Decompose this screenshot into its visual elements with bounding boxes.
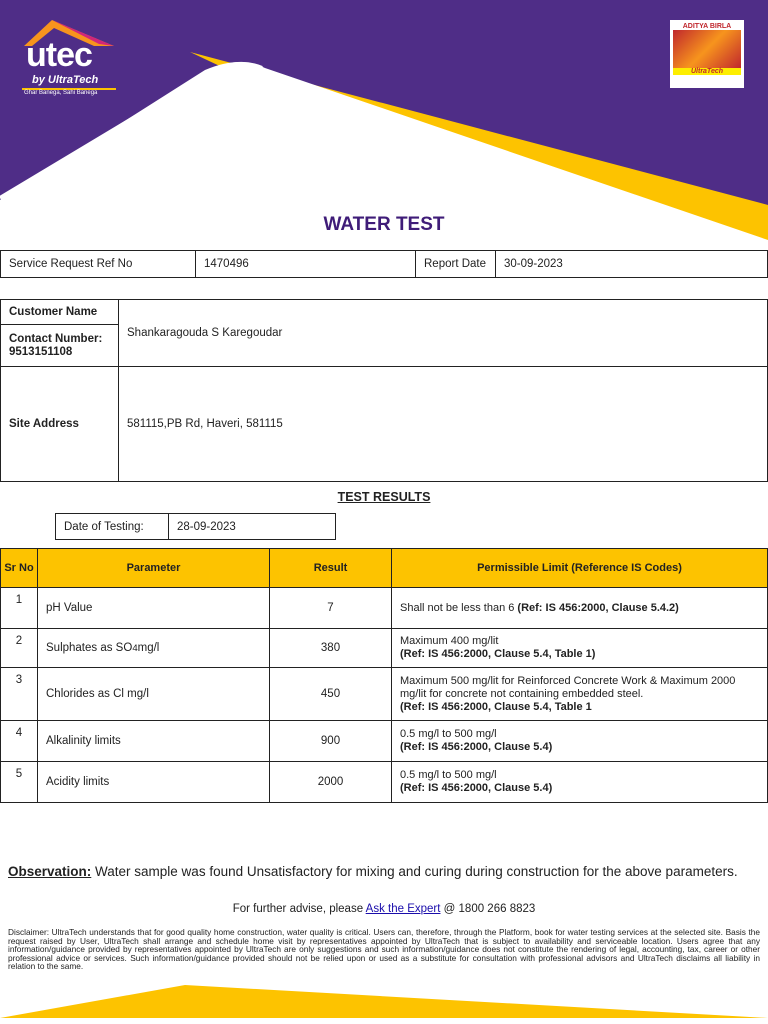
row-result: 7	[269, 587, 392, 629]
row-limit: 0.5 mg/l to 500 mg/l (Ref: IS 456:2000, Clause 5.4)	[391, 761, 768, 803]
site-address-value: 581115,PB Rd, Haveri, 581115	[118, 366, 768, 482]
contact-value: 9513151108	[9, 345, 73, 358]
header-parameter: Parameter	[37, 548, 270, 588]
contact-label: Contact Number:	[9, 332, 103, 345]
row-parameter: Sulphates as SO 4 mg/l	[37, 628, 270, 668]
row-sr: 4	[0, 720, 38, 762]
row-sr: 1	[0, 587, 38, 629]
disclaimer: Disclaimer: UltraTech understands that for good quality home construction, water quality is critical. Users can, therefore, through the Platform, book for water testing services at the selected site. Basis the request raised by User, UltraTech shall arrange and schedule home visit by representatives appointed by UltraTech that is subject to availability and serviceable location. Users agree that any information/guidance provided by representatives appointed by UltraTech are only suggestions and such information/guidance does not constitute the rendering of legal, accounting, tax, career or other professional advice or services. Such information/guidance provided should not be relied upon or used as a substitute for consultation with professional advisors and UltraTech disclaims all liability in relation to the same.	[8, 927, 760, 971]
row-limit: 0.5 mg/l to 500 mg/l (Ref: IS 456:2000, Clause 5.4)	[391, 720, 768, 762]
row-result: 900	[269, 720, 392, 762]
testing-date-value: 28-09-2023	[168, 513, 336, 540]
ask-expert-link[interactable]: Ask the Expert	[365, 903, 441, 915]
row-parameter: Chlorides as Cl mg/l	[37, 667, 270, 721]
header-sr: Sr No	[0, 548, 38, 588]
row-parameter: Alkalinity limits	[37, 720, 270, 762]
ref-label: Service Request Ref No	[0, 250, 196, 278]
observation: Observation: Water sample was found Unsatisfactory for mixing and curing during construction for the above parameters.	[8, 864, 738, 879]
row-limit: Maximum 500 mg/lit for Reinforced Concrete Work & Maximum 2000 mg/lit for concrete not containing embedded steel. (Ref: IS 456:2000, Clause 5.4, Table 1	[391, 667, 768, 721]
customer-name-value: Shankaragouda S Karegoudar	[118, 299, 768, 367]
row-sr: 3	[0, 667, 38, 721]
report-date-label: Report Date	[415, 250, 496, 278]
report-date-value: 30-09-2023	[495, 250, 768, 278]
row-limit: Maximum 400 mg/lit (Ref: IS 456:2000, Clause 5.4, Table 1)	[391, 628, 768, 668]
advise-line: For further advise, please Ask the Expert @ 1800 266 8823	[232, 903, 536, 915]
ref-value: 1470496	[195, 250, 416, 278]
aditya-birla-logo: ADITYA BIRLA UltraTech	[670, 20, 744, 88]
site-address-label: Site Address	[0, 366, 119, 482]
row-limit: Shall not be less than 6 (Ref: IS 456:2000, Clause 5.4.2)	[391, 587, 768, 629]
row-sr: 5	[0, 761, 38, 803]
customer-name-label: Customer Name	[0, 299, 119, 325]
header-limit: Permissible Limit (Reference IS Codes)	[391, 548, 768, 588]
row-sr: 2	[0, 628, 38, 668]
header-result: Result	[269, 548, 392, 588]
row-result: 380	[269, 628, 392, 668]
row-result: 2000	[269, 761, 392, 803]
utec-logo: utec by UltraTech Ghar Banega, Sahi Banega	[22, 18, 118, 98]
footer-banner	[0, 980, 768, 1024]
row-result: 450	[269, 667, 392, 721]
test-results-heading: TEST RESULTS	[337, 490, 431, 504]
testing-date-label: Date of Testing:	[55, 513, 169, 540]
page-title: WATER TEST	[323, 214, 445, 235]
row-parameter: pH Value	[37, 587, 270, 629]
row-parameter: Acidity limits	[37, 761, 270, 803]
